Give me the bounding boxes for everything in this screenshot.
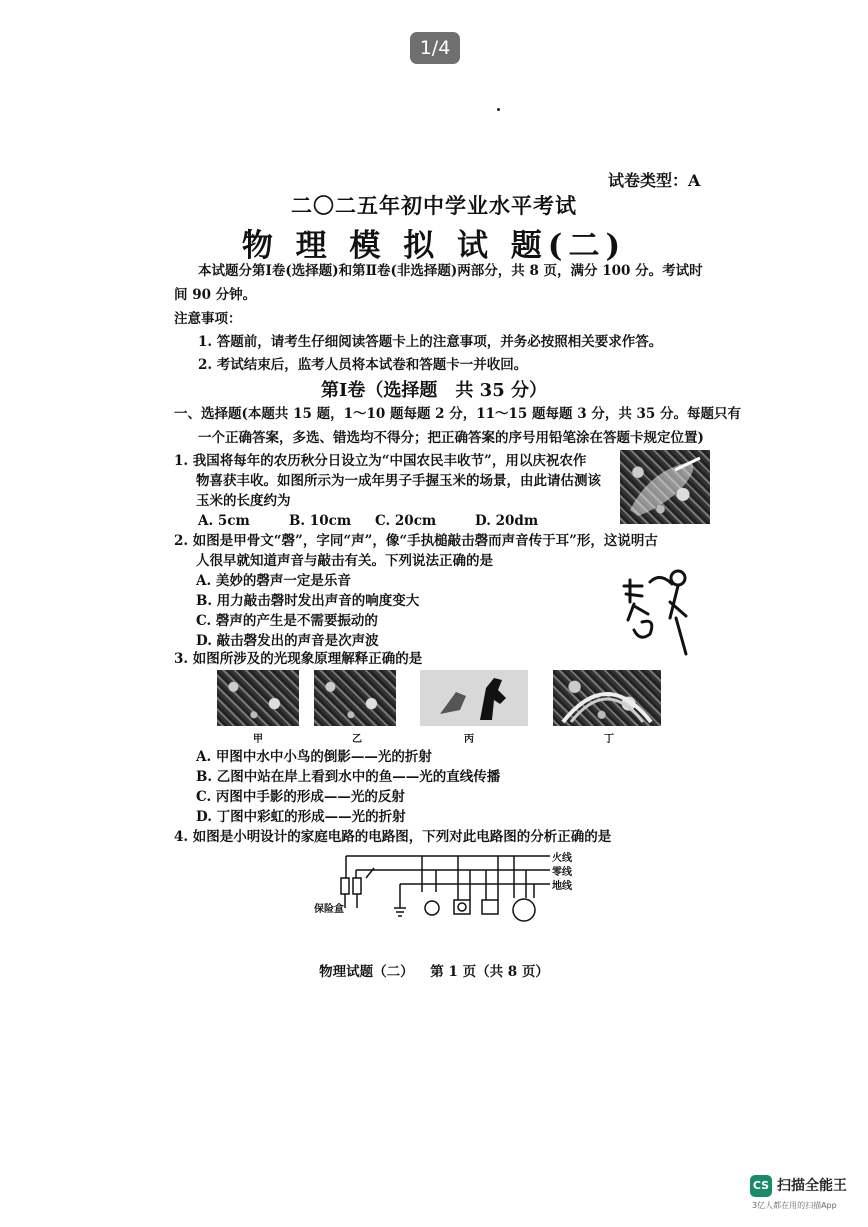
camscanner-tagline: 3亿人都在用的扫描App (752, 1201, 837, 1210)
image-caption: 丁 (604, 734, 614, 745)
circuit-label-neutral: 零线 (552, 867, 572, 878)
image-caption: 甲 (253, 734, 263, 745)
circuit-label-ground: 地线 (552, 881, 572, 892)
optics-image-ding (553, 670, 661, 726)
exam-title: 二〇二五年初中学业水平考试 (291, 193, 577, 218)
scan-dot (497, 108, 500, 111)
optics-image-yi (314, 670, 396, 726)
oracle-bone-character-image (620, 562, 700, 658)
note-item: 1. 答题前，请考生仔细阅读答题卡上的注意事项，并务必按照相关要求作答。 (198, 334, 663, 350)
question-4-line: 4. 如图是小明设计的家庭电路的电路图，下列对此电路图的分析正确的是 (174, 829, 612, 845)
footer-page-number: 第 1 页（共 8 页） (430, 964, 549, 980)
question-3-line: 3. 如图所涉及的光现象原理解释正确的是 (174, 651, 423, 667)
camscanner-name: 扫描全能王 (777, 1178, 847, 1194)
section-instruction: 一、选择题(本题共 15 题，1～10 题每题 2 分，11～15 题每题 3 分，共 35 分。每题只有 (174, 406, 741, 422)
question-1-option: D. 20dm (475, 513, 539, 529)
question-2-line: 2. 如图是甲骨文“磬”，字同“声”，像“手执槌敲击磬而声音传于耳”形，这说明古 (174, 533, 658, 549)
intro-line-2: 间 90 分钟。 (174, 287, 257, 303)
footer-subject: 物理试题（二） (319, 964, 414, 980)
notes-heading: 注意事项： (174, 311, 242, 327)
question-1-line: 物喜获丰收。如图所示为一成年男子手握玉米的场景，由此请估测该 (196, 473, 601, 489)
question-3-option: B. 乙图中站在岸上看到水中的鱼——光的直线传播 (196, 769, 501, 785)
page-footer (0, 960, 868, 980)
paper-type: 试卷类型：A (608, 171, 701, 190)
question-2-option: A. 美妙的磬声一定是乐音 (196, 573, 351, 589)
question-3-option: C. 丙图中手影的形成——光的反射 (196, 789, 405, 805)
question-3-option: D. 丁图中彩虹的形成——光的折射 (196, 809, 406, 825)
image-caption: 乙 (352, 734, 362, 745)
image-caption: 丙 (464, 734, 474, 745)
question-2-line: 人很早就知道声音与敲击有关。下列说法正确的是 (196, 553, 493, 569)
circuit-label-fuse-box: 保险盒 (314, 904, 344, 915)
corn-photo (620, 450, 710, 524)
page-indicator[interactable]: 1/4 (410, 32, 460, 64)
section-title: 第Ⅰ卷（选择题 共 35 分） (320, 380, 547, 401)
question-3-option: A. 甲图中水中小鸟的倒影——光的折射 (196, 749, 432, 765)
question-2-option: B. 用力敲击磬时发出声音的响度变大 (196, 593, 420, 609)
question-1-option: B. 10cm (289, 513, 352, 529)
section-instruction: 一个正确答案，多选、错选均不得分；把正确答案的序号用铅笔涂在答题卡规定位置) (198, 430, 704, 446)
question-2-option: C. 磬声的产生是不需要振动的 (196, 613, 378, 629)
optics-image-jia (217, 670, 299, 726)
question-1-option: A. 5cm (198, 513, 250, 529)
circuit-label-live: 火线 (552, 853, 572, 864)
question-1-line: 1. 我国将每年的农历秋分日设立为“中国农民丰收节”，用以庆祝农作 (174, 453, 587, 469)
optics-image-bing (420, 670, 528, 726)
question-2-option: D. 敲击磬发出的声音是次声波 (196, 633, 379, 649)
question-1-option: C. 20cm (375, 513, 437, 529)
intro-line-1: 本试题分第Ⅰ卷(选择题)和第Ⅱ卷(非选择题)两部分，共 8 页，满分 100 分。考试时 (198, 263, 703, 279)
main-title: 物 理 模 拟 试 题(二) (241, 228, 627, 264)
question-1-line: 玉米的长度约为 (196, 493, 291, 509)
note-item: 2. 考试结束后，监考人员将本试卷和答题卡一并收回。 (198, 357, 528, 373)
camscanner-logo-icon: CS (750, 1175, 772, 1197)
